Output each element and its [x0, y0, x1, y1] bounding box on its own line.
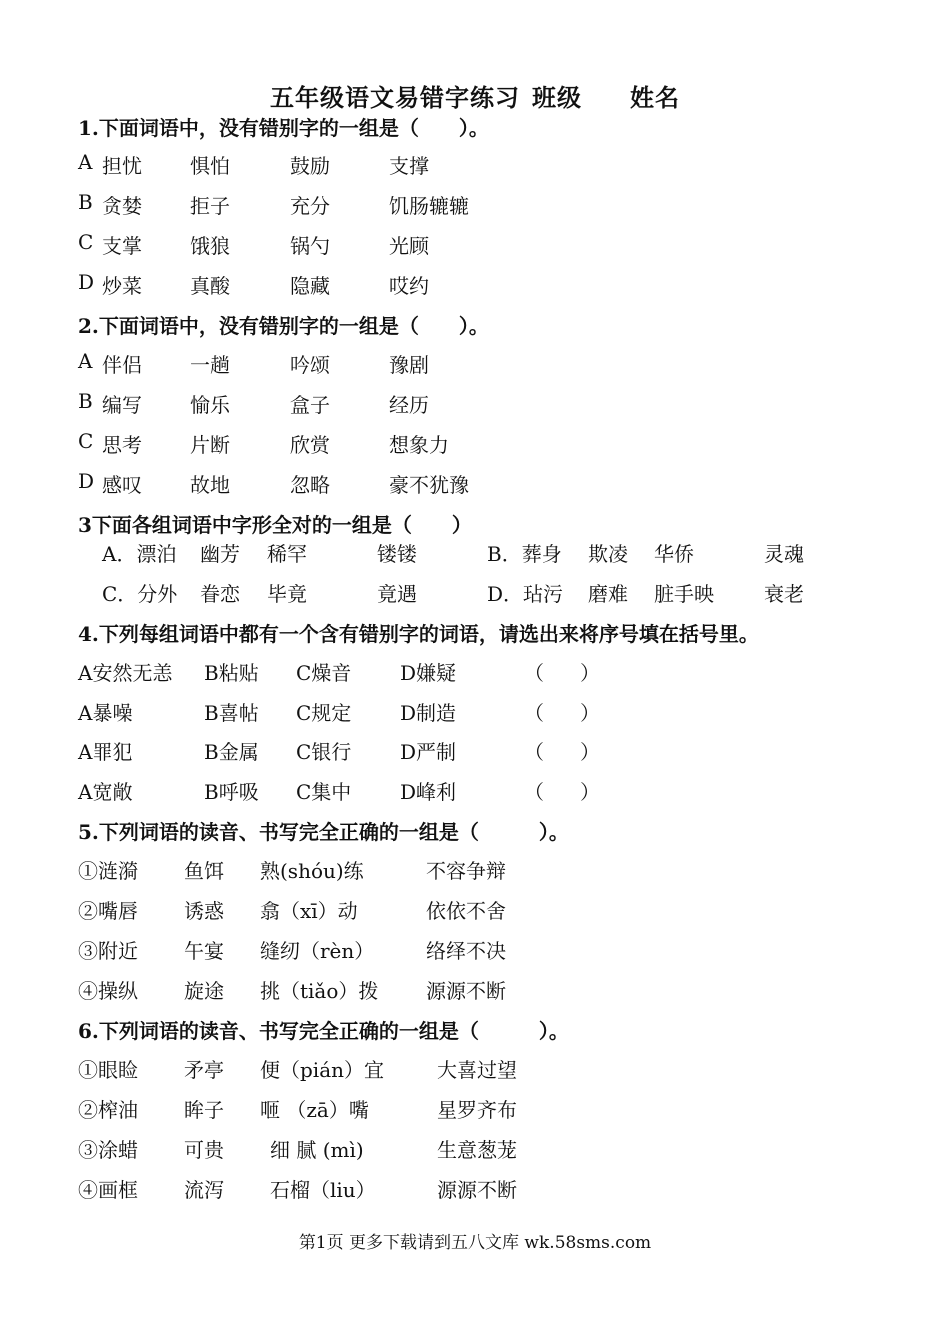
- word: 豫剧: [389, 353, 429, 377]
- option-word: D严制: [400, 740, 457, 764]
- word: 毕竟: [267, 582, 307, 606]
- word: 竟遇: [377, 582, 417, 606]
- word: 炒菜: [102, 274, 142, 298]
- option-word: ④操纵: [78, 979, 138, 1003]
- option-word: A罪犯: [78, 740, 133, 764]
- word: 一趟: [190, 353, 230, 377]
- page-title: [0, 78, 950, 113]
- option-word: B金属: [204, 740, 259, 764]
- word: 拒子: [190, 194, 230, 218]
- word: 依依不舍: [426, 899, 506, 923]
- option-letter: A: [78, 150, 93, 174]
- option-letter: D: [78, 270, 95, 294]
- word: 充分: [290, 194, 330, 218]
- option-word: ①眼睑: [78, 1058, 138, 1082]
- word: 支撑: [389, 154, 429, 178]
- word: 缝纫（rèn）: [260, 939, 375, 963]
- word: 流泻: [184, 1178, 224, 1202]
- word: 稀罕: [267, 542, 307, 566]
- option-word: A安然无恙: [78, 661, 173, 685]
- word: 伴侣: [102, 353, 142, 377]
- option-word: B喜帖: [204, 701, 259, 725]
- word: 脏手映: [654, 582, 714, 606]
- word: 星罗齐布: [437, 1098, 517, 1122]
- option-letter: C: [78, 230, 94, 254]
- page-footer: 第1页 更多下载请到五八文库 wk.58sms.com: [298, 1233, 652, 1253]
- title-class-label: 班级: [532, 83, 582, 112]
- word: 咂 （zā）嘴: [260, 1098, 369, 1122]
- answer-paren-close: ）: [580, 701, 600, 725]
- option-word: B．葬身: [487, 542, 562, 566]
- answer-paren-open: （: [524, 701, 544, 725]
- word: 豪不犹豫: [389, 473, 469, 497]
- word: 忽略: [290, 473, 330, 497]
- option-word: ②嘴唇: [78, 899, 138, 923]
- word: 想象力: [389, 433, 449, 457]
- option-word: ②榨油: [78, 1098, 138, 1122]
- word: 真酸: [190, 274, 230, 298]
- word: 感叹: [102, 473, 142, 497]
- option-word: D嫌疑: [400, 661, 457, 685]
- option-word: C集中: [296, 780, 352, 804]
- option-letter: B: [78, 389, 93, 413]
- option-word: C规定: [296, 701, 352, 725]
- word: 哎约: [389, 274, 429, 298]
- option-letter: C: [78, 429, 94, 453]
- word: 熟(shóu)练: [260, 859, 364, 883]
- word: 饿狼: [190, 234, 230, 258]
- word: 大喜过望: [437, 1058, 517, 1082]
- option-word: A．漂泊: [102, 542, 177, 566]
- question-4-stem: 4.下列每组词语中都有一个含有错别字的词语，请选出来将序号填在括号里。: [78, 622, 759, 646]
- option-letter: D: [78, 469, 95, 493]
- word: 衰老: [764, 582, 804, 606]
- option-word: C．分外: [102, 582, 178, 606]
- word: 吟颂: [290, 353, 330, 377]
- option-letter: A: [78, 349, 93, 373]
- option-word: ③附近: [78, 939, 138, 963]
- title-main: 五年级语文易错字练习: [270, 83, 520, 112]
- option-word: ④画框: [78, 1178, 138, 1202]
- word: 鱼饵: [184, 859, 224, 883]
- word: 源源不断: [437, 1178, 517, 1202]
- option-word: B粘贴: [204, 661, 259, 685]
- word: 午宴: [184, 939, 224, 963]
- word: 眸子: [184, 1098, 224, 1122]
- option-word: ③涂蜡: [78, 1138, 138, 1162]
- word: 挑（tiǎo）拨: [260, 979, 379, 1003]
- option-word: D．玷污: [487, 582, 564, 606]
- word: 思考: [102, 433, 142, 457]
- word: 可贵: [184, 1138, 224, 1162]
- option-word: D峰利: [400, 780, 457, 804]
- word: 片断: [190, 433, 230, 457]
- word: 担忧: [102, 154, 142, 178]
- word: 编写: [102, 393, 142, 417]
- answer-paren-open: （: [524, 740, 544, 764]
- option-word: C燥音: [296, 661, 352, 685]
- word: 源源不断: [426, 979, 506, 1003]
- question-3-stem: 3下面各组词语中字形全对的一组是（ ）: [78, 513, 472, 537]
- word: 光顾: [389, 234, 429, 258]
- word: 便（pián）宜: [260, 1058, 385, 1082]
- option-letter: B: [78, 190, 93, 214]
- option-word: B呼吸: [204, 780, 259, 804]
- word: 络绎不决: [426, 939, 506, 963]
- question-5-stem: 5.下列词语的读音、书写完全正确的一组是（ ）。: [78, 820, 569, 844]
- option-word: D制造: [400, 701, 457, 725]
- word: 翕（xī）动: [260, 899, 358, 923]
- word: 幽芳: [200, 542, 240, 566]
- option-word: A宽敞: [78, 780, 133, 804]
- word: 矛亭: [184, 1058, 224, 1082]
- word: 故地: [190, 473, 230, 497]
- word: 眷恋: [200, 582, 240, 606]
- word: 惧怕: [190, 154, 230, 178]
- word: 生意葱茏: [437, 1138, 517, 1162]
- word: 饥肠辘辘: [389, 194, 469, 218]
- question-6-stem: 6.下列词语的读音、书写完全正确的一组是（ ）。: [78, 1019, 569, 1043]
- answer-paren-open: （: [524, 661, 544, 685]
- question-2-stem: 2.下面词语中，没有错别字的一组是（ ）。: [78, 314, 489, 338]
- answer-paren-open: （: [524, 780, 544, 804]
- question-1-stem: 1.下面词语中，没有错别字的一组是（ ）。: [78, 116, 489, 140]
- word: 欺凌: [588, 542, 628, 566]
- word: 盒子: [290, 393, 330, 417]
- option-word: A暴噪: [78, 701, 133, 725]
- answer-paren-close: ）: [580, 740, 600, 764]
- answer-paren-close: ）: [580, 661, 600, 685]
- word: 经历: [389, 393, 429, 417]
- word: 石榴（liu）: [270, 1178, 376, 1202]
- word: 磨难: [588, 582, 628, 606]
- word: 不容争辩: [426, 859, 506, 883]
- word: 支掌: [102, 234, 142, 258]
- word: 镂镂: [377, 542, 417, 566]
- option-word: C银行: [296, 740, 352, 764]
- answer-paren-close: ）: [580, 780, 600, 804]
- word: 灵魂: [764, 542, 804, 566]
- title-name-label: 姓名: [630, 83, 680, 112]
- word: 贪婪: [102, 194, 142, 218]
- word: 愉乐: [190, 393, 230, 417]
- option-word: ①涟漪: [78, 859, 138, 883]
- word: 旋途: [184, 979, 224, 1003]
- word: 鼓励: [290, 154, 330, 178]
- word: 欣赏: [290, 433, 330, 457]
- word: 诱惑: [184, 899, 224, 923]
- word: 隐藏: [290, 274, 330, 298]
- word: 细 腻 (mì): [270, 1138, 364, 1162]
- word: 华侨: [654, 542, 694, 566]
- word: 锅勺: [290, 234, 330, 258]
